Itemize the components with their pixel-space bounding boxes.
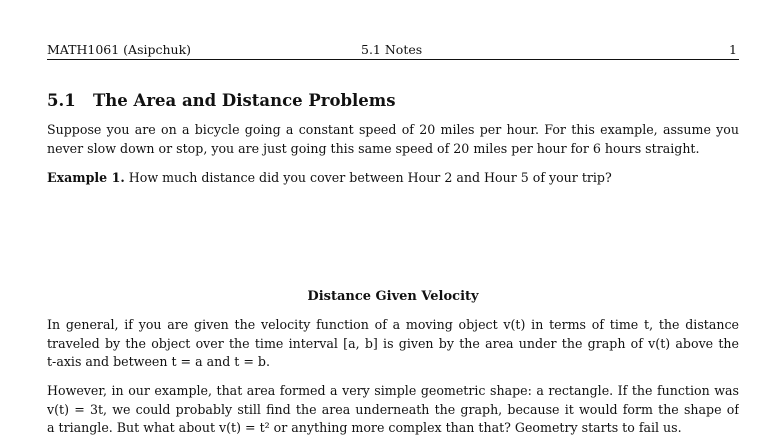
section-heading xyxy=(47,90,396,112)
general-paragraph xyxy=(47,316,739,372)
intro-line: never slow down or stop, you are just going this same speed of 20 miles per hour for 6 hours straight. xyxy=(47,140,700,156)
notes-title: 5.1 Notes xyxy=(361,42,423,57)
header-rule xyxy=(47,59,739,60)
example-text: How much distance did you cover between Hour 2 and Hour 5 of your trip? xyxy=(128,170,612,185)
course-label: MATH1061 (Asipchuk) xyxy=(47,42,192,57)
section-number: 5.1 xyxy=(47,91,76,110)
intro-line: Suppose you are on a bicycle going a constant speed of 20 miles per hour. For this example, assume you xyxy=(47,122,739,137)
subheading: Distance Given Velocity xyxy=(307,289,479,304)
however-paragraph xyxy=(47,382,739,438)
general-line: t-axis and between t = a and t = b. xyxy=(47,354,270,370)
intro-paragraph xyxy=(47,121,739,158)
general-line: In general, if you are given the velocity function of a moving object v(t) in terms of time t, the distance xyxy=(47,317,739,332)
example-label: Example 1. xyxy=(47,170,125,185)
general-line: traveled by the object over the time interval [a, b] is given by the area under the graph of v(t) above the xyxy=(47,335,739,351)
example-paragraph xyxy=(47,169,739,188)
however-line: v(t) = 3t, we could probably still find the area underneath the graph, because it would form the shape of xyxy=(47,401,739,417)
however-line: However, in our example, that area formed a very simple geometric shape: a rectangle. If the function was xyxy=(47,383,739,398)
page-number: 1 xyxy=(729,42,737,57)
document-page xyxy=(47,0,739,441)
section-title: The Area and Distance Problems xyxy=(93,91,396,110)
however-line: a triangle. But what about v(t) = t² or anything more complex than that? Geometry starts to fail us. xyxy=(47,420,682,436)
page-header xyxy=(47,41,739,59)
